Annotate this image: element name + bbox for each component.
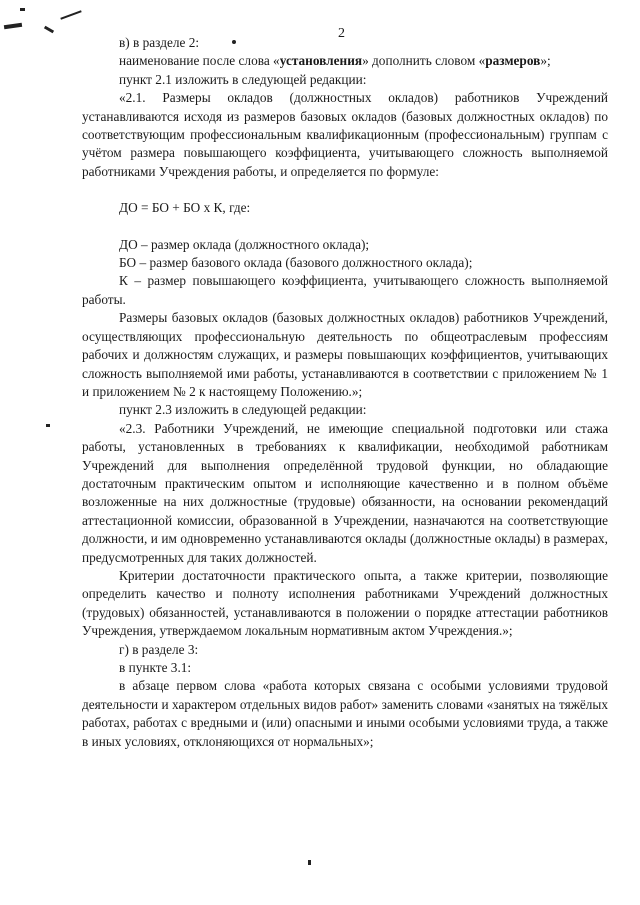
scan-smudge — [44, 26, 54, 34]
para-first-paragraph-words: в абзаце первом слова «работа которых связана с особыми условиями трудовой деятельности и характером отдельных видов работ» заменить словами «занятых на тяжёлых работах, работах с вредными и (или) опасными и иными особыми условиями труда, а также в иных условиях, отклоняющихся от нормальных»; — [82, 678, 608, 749]
para-base-salaries: Размеры базовых окладов (базовых должностных окладов) работников Учреждений, осуществляющих профессиональную деятельность по общеотраслевым профессиям рабочих и должностям служащих, и размеры повышающих коэффициентов, учитывающих сложность выполняемой ими работы, устанавливаются в соответствии с приложением № 1 и приложением № 2 к настоящему Положению.»; — [82, 310, 608, 399]
para-point-2-3-text: «2.3. Работники Учреждений, не имеющие специальной подготовки или стажа работы, установленных в требованиях к квалификации, необходимой работникам Учреждений для выполнения определённой трудовой функции, но обладающие достаточным практическим опытом и исполняющие качественно и в полном объёме возложенные на них должностные (трудовые) обязанности, на основании рекомендаций аттестационной комиссии, образованной в Учреждении, назначаются на соответствующие должности, и им одновременно устанавливаются оклады (должностные оклады) в размерах, предусмотренных для таких должностей. — [82, 420, 608, 565]
scan-smudge — [60, 10, 81, 19]
scan-smudge — [20, 8, 25, 11]
para-criteria: Критерии достаточности практического опыта, а также критерии, позволяющие определить качество и полноту исполнения работниками Учреждений должностных (трудовых) обязанностей, устанавливаются в положении о порядке аттестации работников Учреждения, утверждаемом локальным нормативным актом Учреждения.»; — [82, 567, 608, 639]
para-point-3-1: в пункте 3.1: — [119, 660, 192, 675]
para-point-2-1-heading: пункт 2.1 изложить в следующей редакции: — [119, 71, 367, 87]
scan-smudge — [46, 424, 50, 427]
para-point-2-3-heading: пункт 2.3 изложить в следующей редакции: — [119, 402, 367, 418]
para-bo-definition: БО – размер базового оклада (базового должностного оклада); — [119, 255, 473, 271]
para-name-after-word: наименование после слова «установления» дополнить словом «размеров»; — [119, 53, 551, 69]
formula: ДО = БО + БО х К, где: — [119, 200, 251, 216]
para-section-3: г) в разделе 3: — [119, 641, 199, 657]
para-do-definition: ДО – размер оклада (должностного оклада); — [119, 236, 370, 252]
para-section-2: в) в разделе 2: — [119, 35, 200, 50]
scan-smudge — [4, 23, 22, 29]
para-point-2-1-text: «2.1. Размеры окладов (должностных окладов) работников Учреждений устанавливаются исходя из размеров базовых окладов (базовых должностных окладов) по соответствующим профессиональным квалификационным (профессиональным) группам с учётом размера повышающего коэффициента, учитывающего сложность выполняемой работниками Учреждения работы, и определяется по формуле: — [82, 90, 608, 179]
document-body — [82, 34, 608, 751]
page-number: 2 — [338, 26, 345, 41]
scan-smudge — [308, 860, 311, 865]
para-k-definition: К – размер повышающего коэффициента, учитывающего сложность выполняемой работы. — [82, 273, 608, 307]
